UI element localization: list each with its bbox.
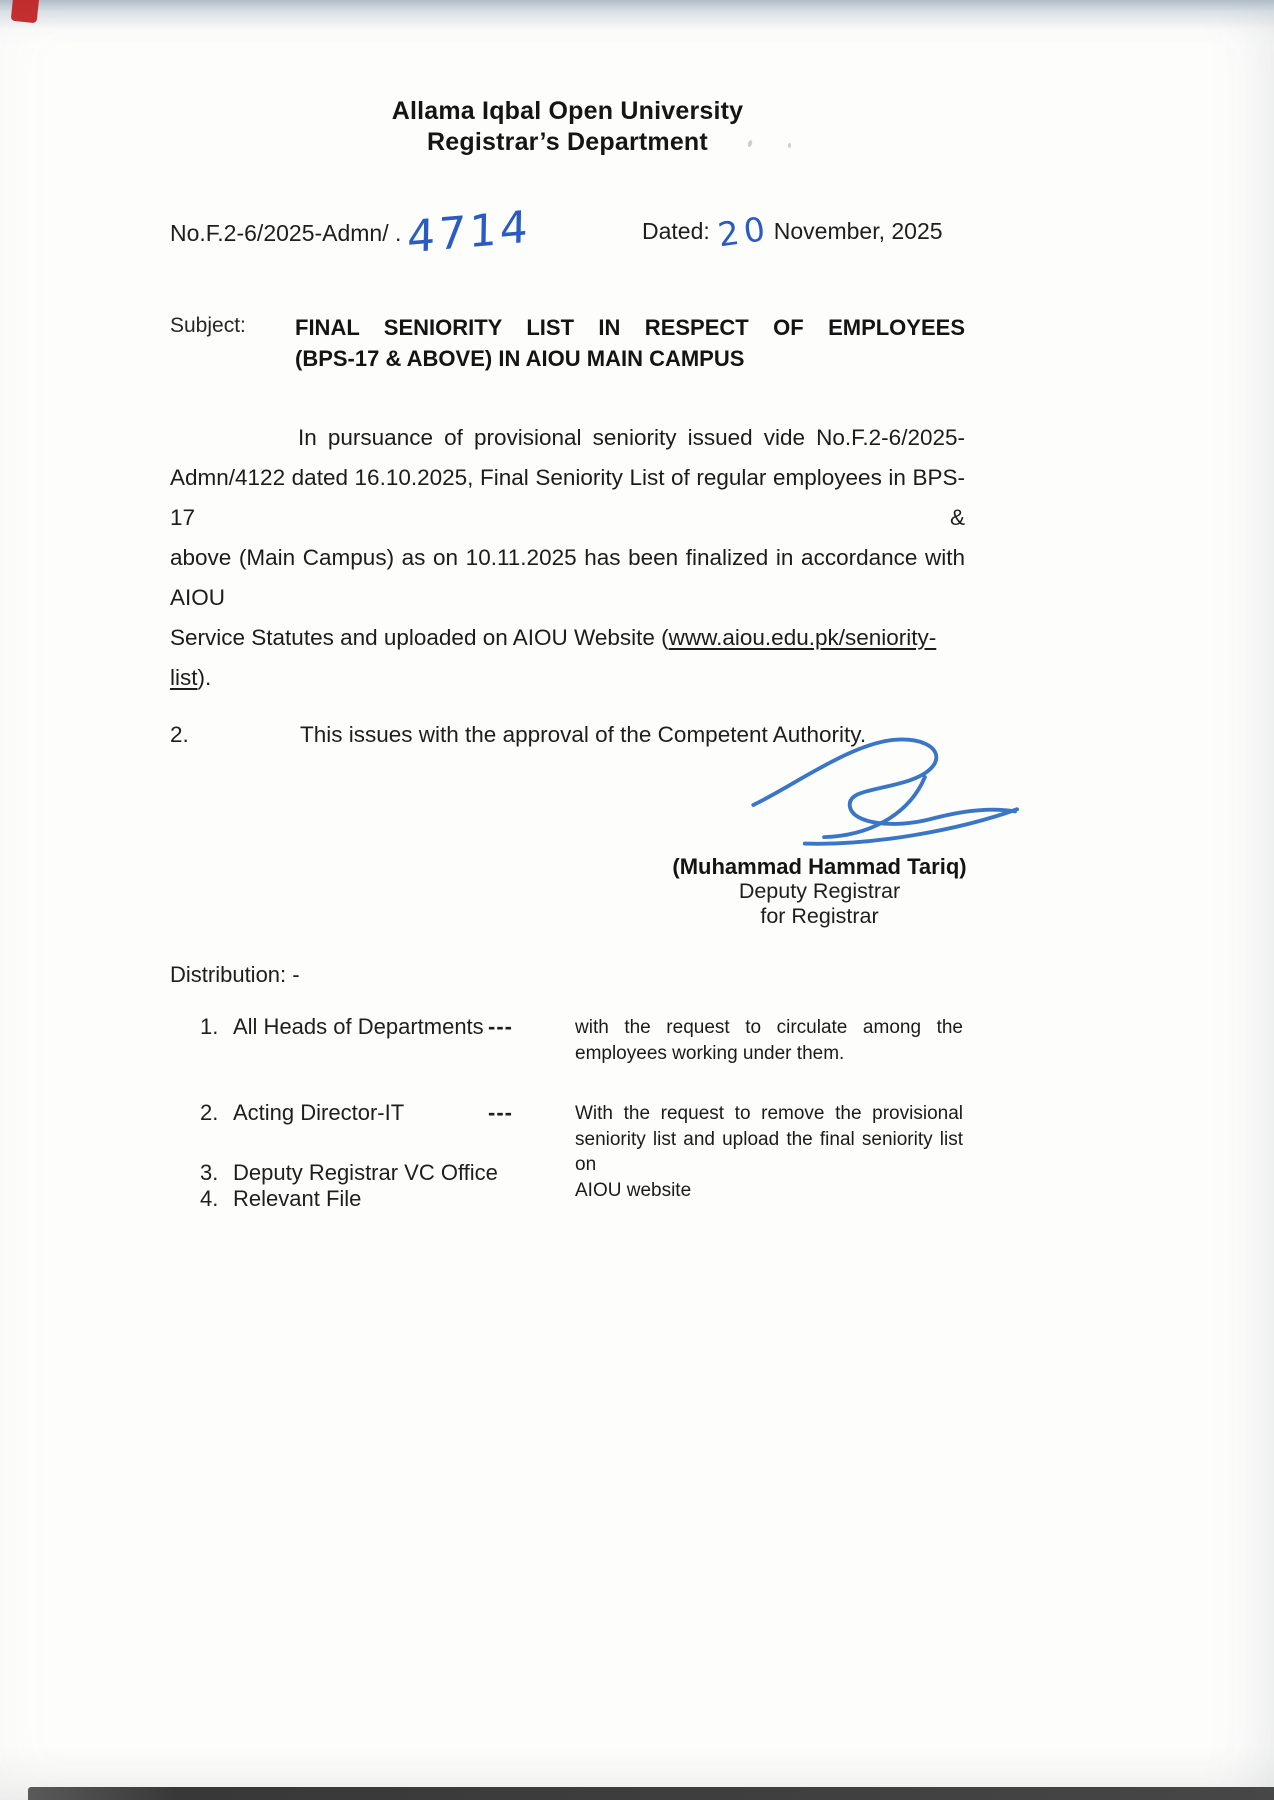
- paragraph-line: [170, 618, 965, 698]
- distribution-item: [170, 1014, 965, 1100]
- item-label: Relevant File: [233, 1186, 362, 1211]
- signatory-designation: Deputy Registrar: [738, 879, 901, 903]
- item-number: 4.: [200, 1186, 219, 1211]
- subject-label: Subject:: [170, 314, 246, 337]
- subject-line-1: FINAL SENIORITY LIST IN RESPECT OF EMPLOYEES: [295, 315, 965, 340]
- handwritten-day: 20: [715, 208, 773, 255]
- note-line: AIOU website: [575, 1179, 692, 1201]
- university-name: Allama Iqbal Open University: [391, 97, 744, 125]
- signatory-identity: [652, 854, 987, 929]
- paragraph-text: Service Statutes and uploaded on AIOU Website (: [170, 625, 669, 650]
- department-name: Registrar’s Department: [427, 128, 708, 156]
- note-line: With the request to remove the provisional: [575, 1103, 963, 1124]
- date-label: Dated:: [642, 218, 710, 244]
- scan-red-corner-mark: [11, 0, 40, 23]
- item-note: [575, 1015, 963, 1066]
- handwritten-signature: [732, 732, 1032, 850]
- distribution-item: [170, 1160, 965, 1186]
- item-number: 3.: [200, 1160, 219, 1185]
- paragraph-number: 2.: [170, 722, 189, 747]
- reference-number-label: No.F.2-6/2025-Admn/ .: [170, 220, 402, 246]
- signatory-for-line: for Registrar: [760, 904, 879, 928]
- seniority-list-url: www.aiou.edu.pk/seniority-list: [170, 625, 937, 690]
- signature-block: [170, 754, 965, 954]
- note-line: with the request to circulate among the: [575, 1017, 963, 1038]
- item-label: All Heads of Departments: [233, 1014, 484, 1039]
- body-paragraph-1: [170, 418, 965, 698]
- item-label: Deputy Registrar VC Office: [233, 1160, 498, 1185]
- paragraph-text: ).: [197, 665, 212, 690]
- letterhead: [170, 96, 965, 158]
- letter-content: [170, 0, 965, 1212]
- note-line: seniority list and upload the final seniority list on: [575, 1128, 963, 1175]
- paragraph-line: above (Main Campus) as on 10.11.2025 has been finalized in accordance with AIOU: [170, 545, 965, 610]
- item-separator: ---: [488, 1100, 513, 1125]
- item-separator: ---: [488, 1014, 513, 1039]
- reference-number: [170, 201, 532, 264]
- date-line: [642, 208, 943, 255]
- item-number: 2.: [200, 1100, 219, 1125]
- item-number: 1.: [200, 1014, 219, 1039]
- subject-block: [170, 312, 965, 374]
- subject-line-2: (BPS-17 & ABOVE) IN AIOU MAIN CAMPUS: [295, 346, 745, 371]
- note-line: employees working under them.: [575, 1042, 845, 1064]
- paragraph-line: In pursuance of provisional seniority issued vide No.F.2-6/2025-: [298, 425, 965, 450]
- handwritten-diary-number: 4714: [407, 201, 532, 264]
- subject-text: [295, 312, 965, 374]
- distribution-heading: Distribution: -: [170, 962, 300, 987]
- date-month-year: November, 2025: [773, 218, 943, 244]
- paragraph-text: This issues with the approval of the Competent Authority.: [300, 722, 867, 747]
- signatory-name: (Muhammad Hammad Tariq): [672, 854, 967, 879]
- paragraph-line: Admn/4122 dated 16.10.2025, Final Seniority List of regular employees in BPS-17 &: [170, 465, 965, 530]
- item-label: Acting Director-IT: [233, 1100, 405, 1125]
- distribution-item: [170, 1186, 965, 1212]
- reference-line: [170, 201, 965, 264]
- scan-bottom-edge-artifact: [28, 1787, 1274, 1800]
